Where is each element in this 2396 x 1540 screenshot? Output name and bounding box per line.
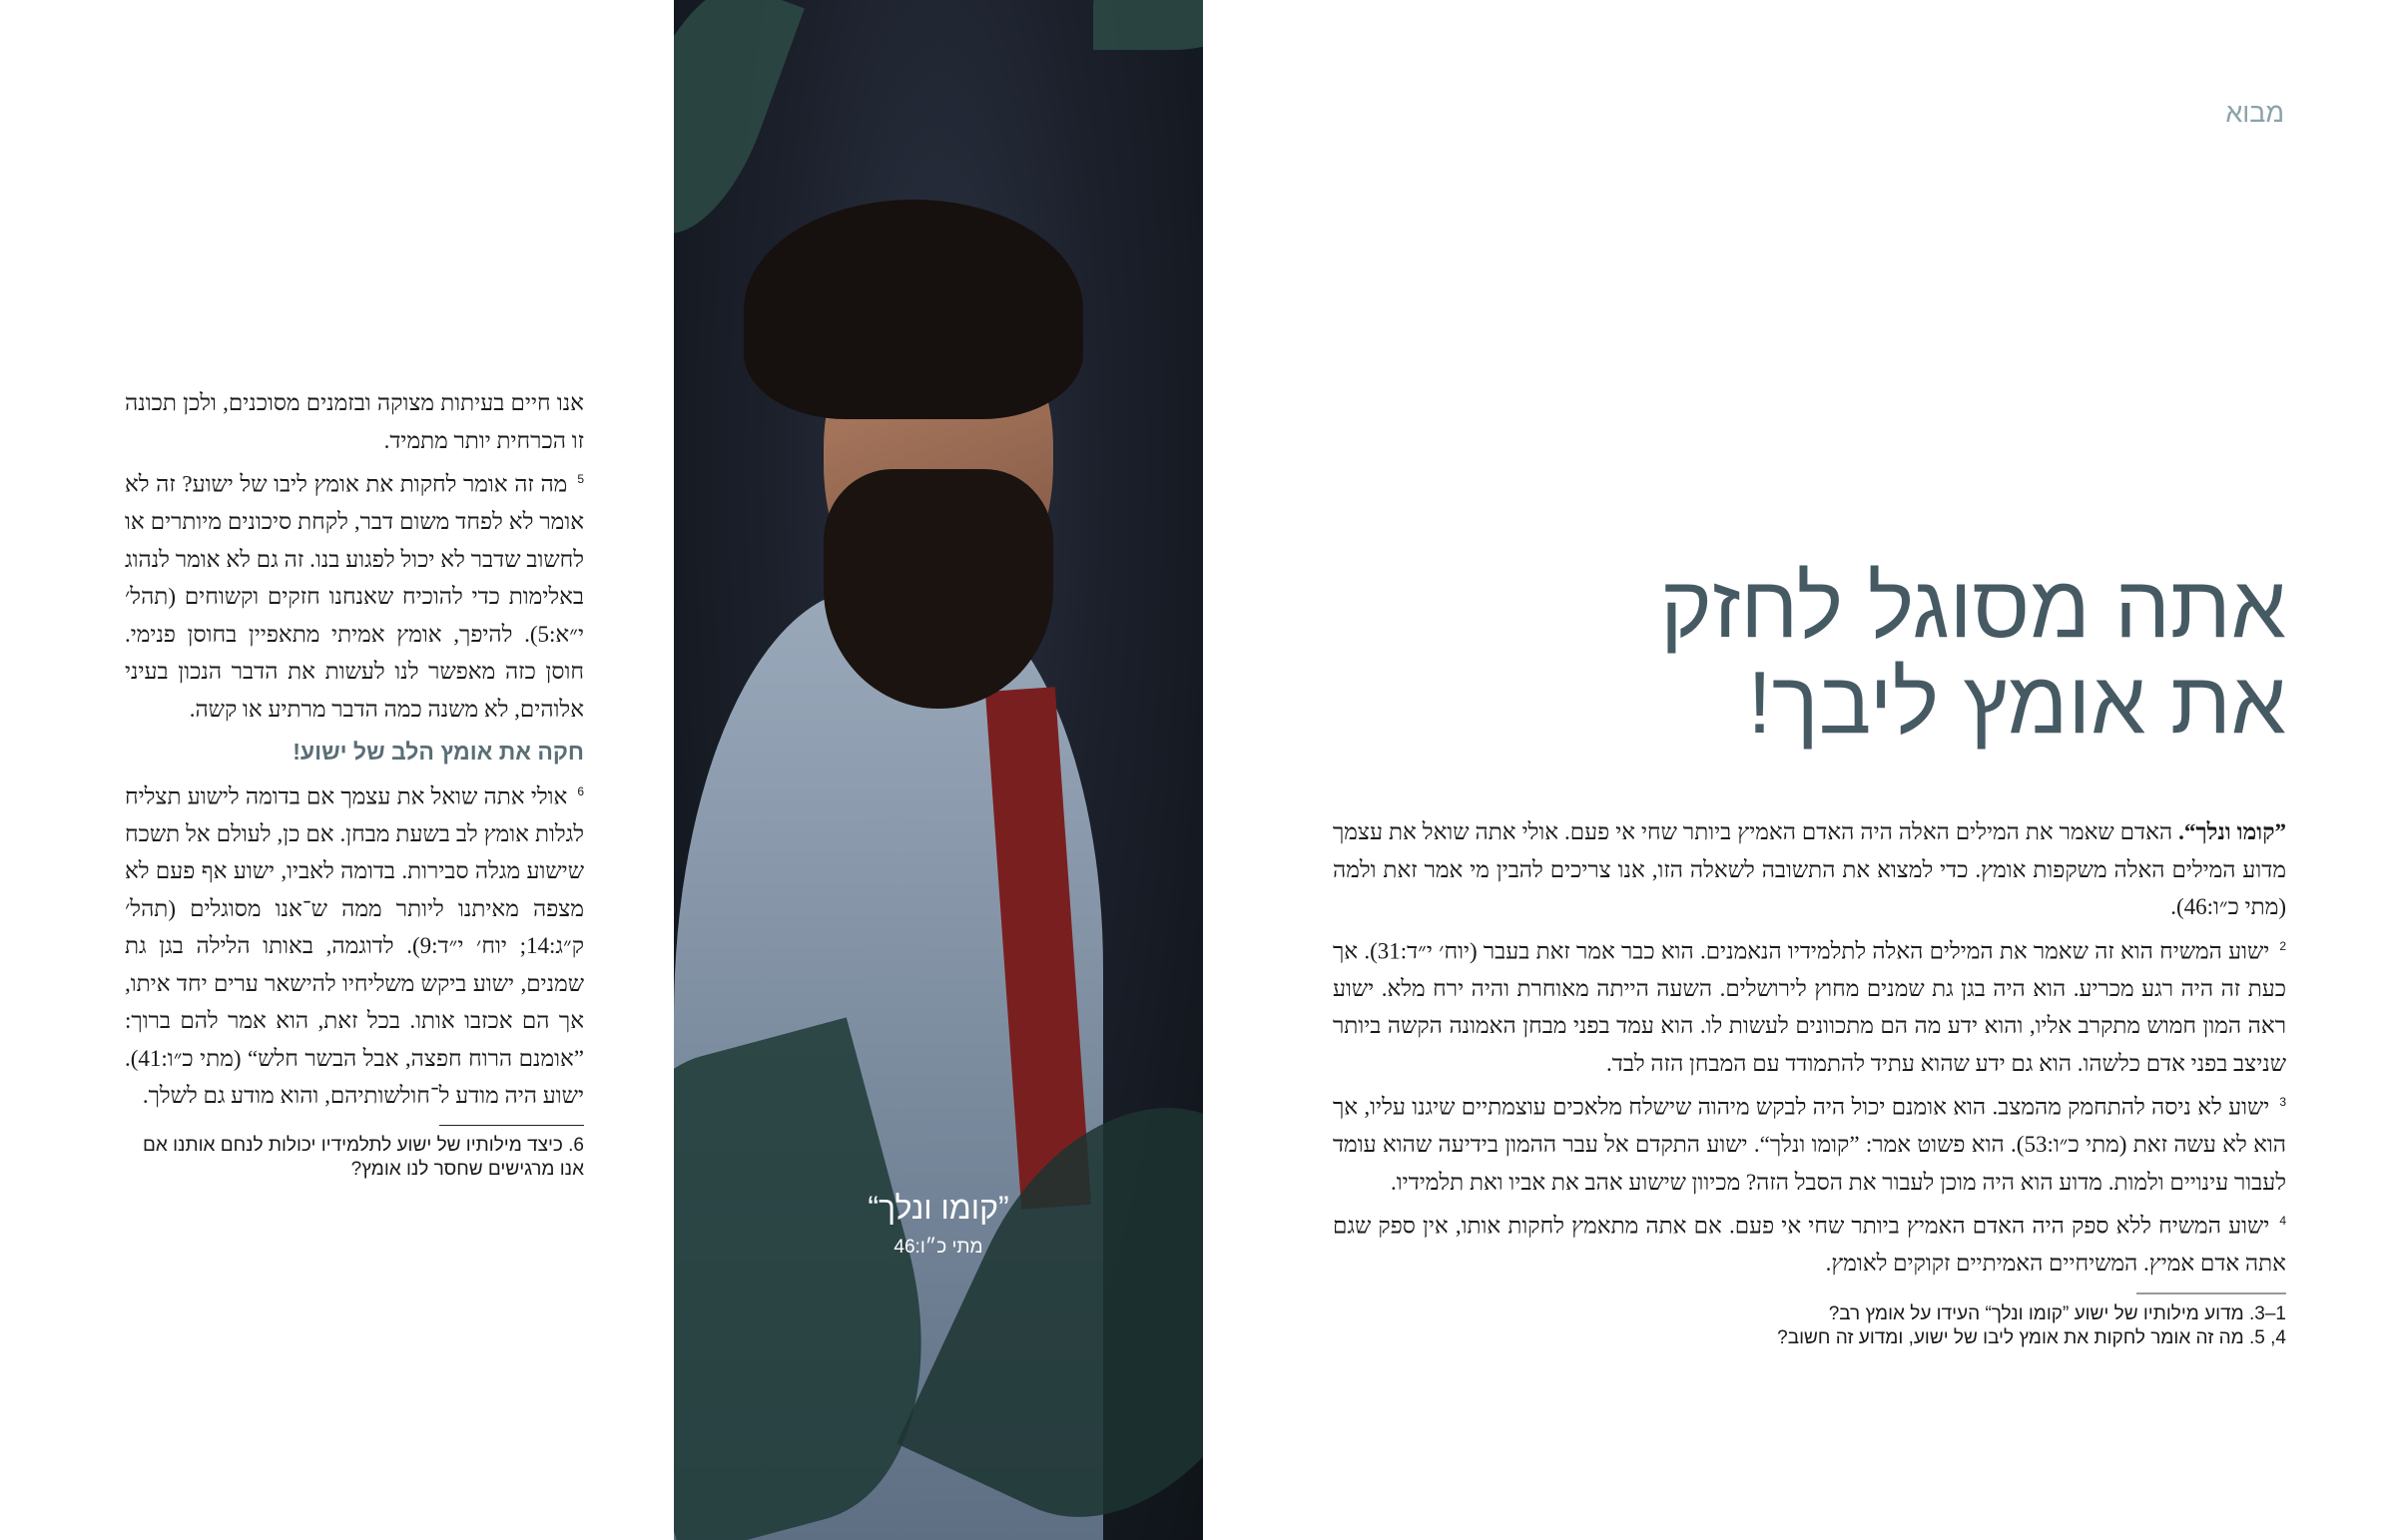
leaf-decoration [1093,0,1203,50]
paragraph-number: 6 [577,783,584,798]
lead-quote: ”קומו ונלך“. [2178,819,2286,844]
section-label: מבוא [2225,98,2284,128]
article-title [1660,559,2286,751]
illustration-jesus-garden [674,0,1203,1540]
leaf-decoration [674,0,805,253]
caption-reference: מתי כ״ו:46 [894,1237,983,1258]
left-column [125,384,584,1182]
paragraph-text: ישוע המשיח ללא ספק היה האדם האמיץ ביותר שחי אי פעם. אם אתה מתאמץ לחקות אותו, אין ספק שגם אתה אדם אמיץ. המשיחיים האמיתיים זקוקים לאומץ. [1333,1213,2286,1277]
paragraph-text: ישוע לא ניסה להתחמק מהמצב. הוא אומנם יכול היה לבקש מיהוה שישלח מלאכים עוצמתיים שיגנו עליו, אך הוא לא עשה זאת (מתי כ״ו:53). הוא פשוט אמר: ”קומו ונלך“. ישוע התקדם אל עבר ההמון בידיעה שהוא עומד לעבור עינויים ולמות. מדוע הוא היה מוכן לעבור את הסבל הזה? מכיוון שישוע אהב את אביו ואת תלמידיו. [1333,1094,2286,1195]
figure-beard [824,469,1053,709]
figure-hair [744,200,1083,419]
paragraph-4-continued: אנו חיים בעיתות מצוקה ובזמנים מסוכנים, ולכן תכונה זו הכרחית יותר מתמיד. [125,390,584,453]
right-column [1333,813,2286,1350]
paragraph-text: מה זה אומר לחקות את אומץ ליבו של ישוע? זה לא אומר לא לפחד משום דבר, לקחת סיכונים מיותרים או לחשוב שדבר לא יכול לפגוע בנו. זה גם לא אומר לנהוג באלימות כדי להוכיח שאנחנו חזקים וקשוחים (תהל׳ י״א:5). להיפך, אומץ אמיתי מתאפיין בחוסן פנימי. חוסן כזה מאפשר לנו לעשות את הדבר הנכון בעיני אלוהים, לא משנה כמה הדבר מרתיע או קשה. [125,471,584,722]
paragraph-4 [1333,1203,2286,1283]
divider [439,1125,584,1126]
paragraph-6 [125,773,584,1115]
title-line-1: אתה מסוגל לחזק [1660,557,2286,656]
paragraph-2 [1333,928,2286,1083]
paragraph-number: 2 [2279,938,2286,953]
divider [2136,1292,2286,1294]
paragraph-number: 3 [2279,1095,2286,1110]
paragraph-3 [1333,1084,2286,1201]
image-caption [674,1190,1203,1259]
paragraph-text: האדם שאמר את המילים האלה היה האדם האמיץ ביותר שחי אי פעם. אולי אתה שואל את עצמך מדוע המילים האלה משקפות אומץ. כדי למצוא את התשובה לשאלה הזו, אנו צריכים להבין מי אמר זאת ולמה (מתי כ״ו:46). [1333,819,2286,919]
review-question: 1–3. מדוע מילותיו של ישוע ”קומו ונלך“ העידו על אומץ רב? [1828,1302,2286,1324]
review-question: 6. כיצד מילותיו של ישוע לתלמידיו יכולות לנחם אותנו אם אנו מרגישים שחסר לנו אומץ? [143,1134,584,1180]
caption-quote: ”קומו ונלך“ [868,1190,1009,1226]
title-line-2: את אומץ ליבך! [1747,653,2286,752]
review-question: 4, 5. מה זה אומר לחקות את אומץ ליבו של ישוע, ומדוע זה חשוב? [1777,1326,2286,1348]
paragraph-text: אולי אתה שואל את עצמך אם בדומה לישוע תצליח לגלות אומץ לב בשעת מבחן. אם כן, לעולם אל תשכח שישוע מגלה סבירות. בדומה לאביו, ישוע אף פעם לא מצפה מאיתנו ליותר ממה ש־אנו מסוגלים (תהל׳ ק״ג:14; יוח׳ י״ד:9). לדוגמה, באותו הלילה בגן גת שמנים, ישוע ביקש משליחיו להישאר ערים יחד איתו, אך הם אכזבו אותו. בכל זאת, הוא אמר להם ברוך: ”אומנם הרוח חפצה, אבל הבשר חלש“ (מתי כ״ו:41). ישוע היה מודע ל־חולשותיהם, והוא מודע גם לשלך. [125,783,585,1109]
paragraph-number: 4 [2279,1214,2286,1229]
paragraph-text: ישוע המשיח הוא זה שאמר את המילים האלה לתלמידיו הנאמנים. הוא כבר אמר זאת בעבר (יוח׳ י״ד:31). אך כעת זה היה רגע מכריע. הוא היה בגן גת שמנים מחוץ לירושלים. השעה הייתה מאוחרת והיה ירח מלא. ישוע ראה המון חמוש מתקרב אליו, והוא ידע מה הם מתכוונים לעשות לו. הוא עמד בפני מבחן האמונה הקשה ביותר שניצב בפני אדם כלשהו. הוא גם ידע שהוא עתיד להתמודד עם המבחן הזה לבד. [1333,938,2286,1076]
subheading: חקה את אומץ הלב של ישוע! [293,739,584,766]
paragraph-1 [1333,813,2286,926]
paragraph-5 [125,461,584,728]
paragraph-number: 5 [577,472,584,486]
